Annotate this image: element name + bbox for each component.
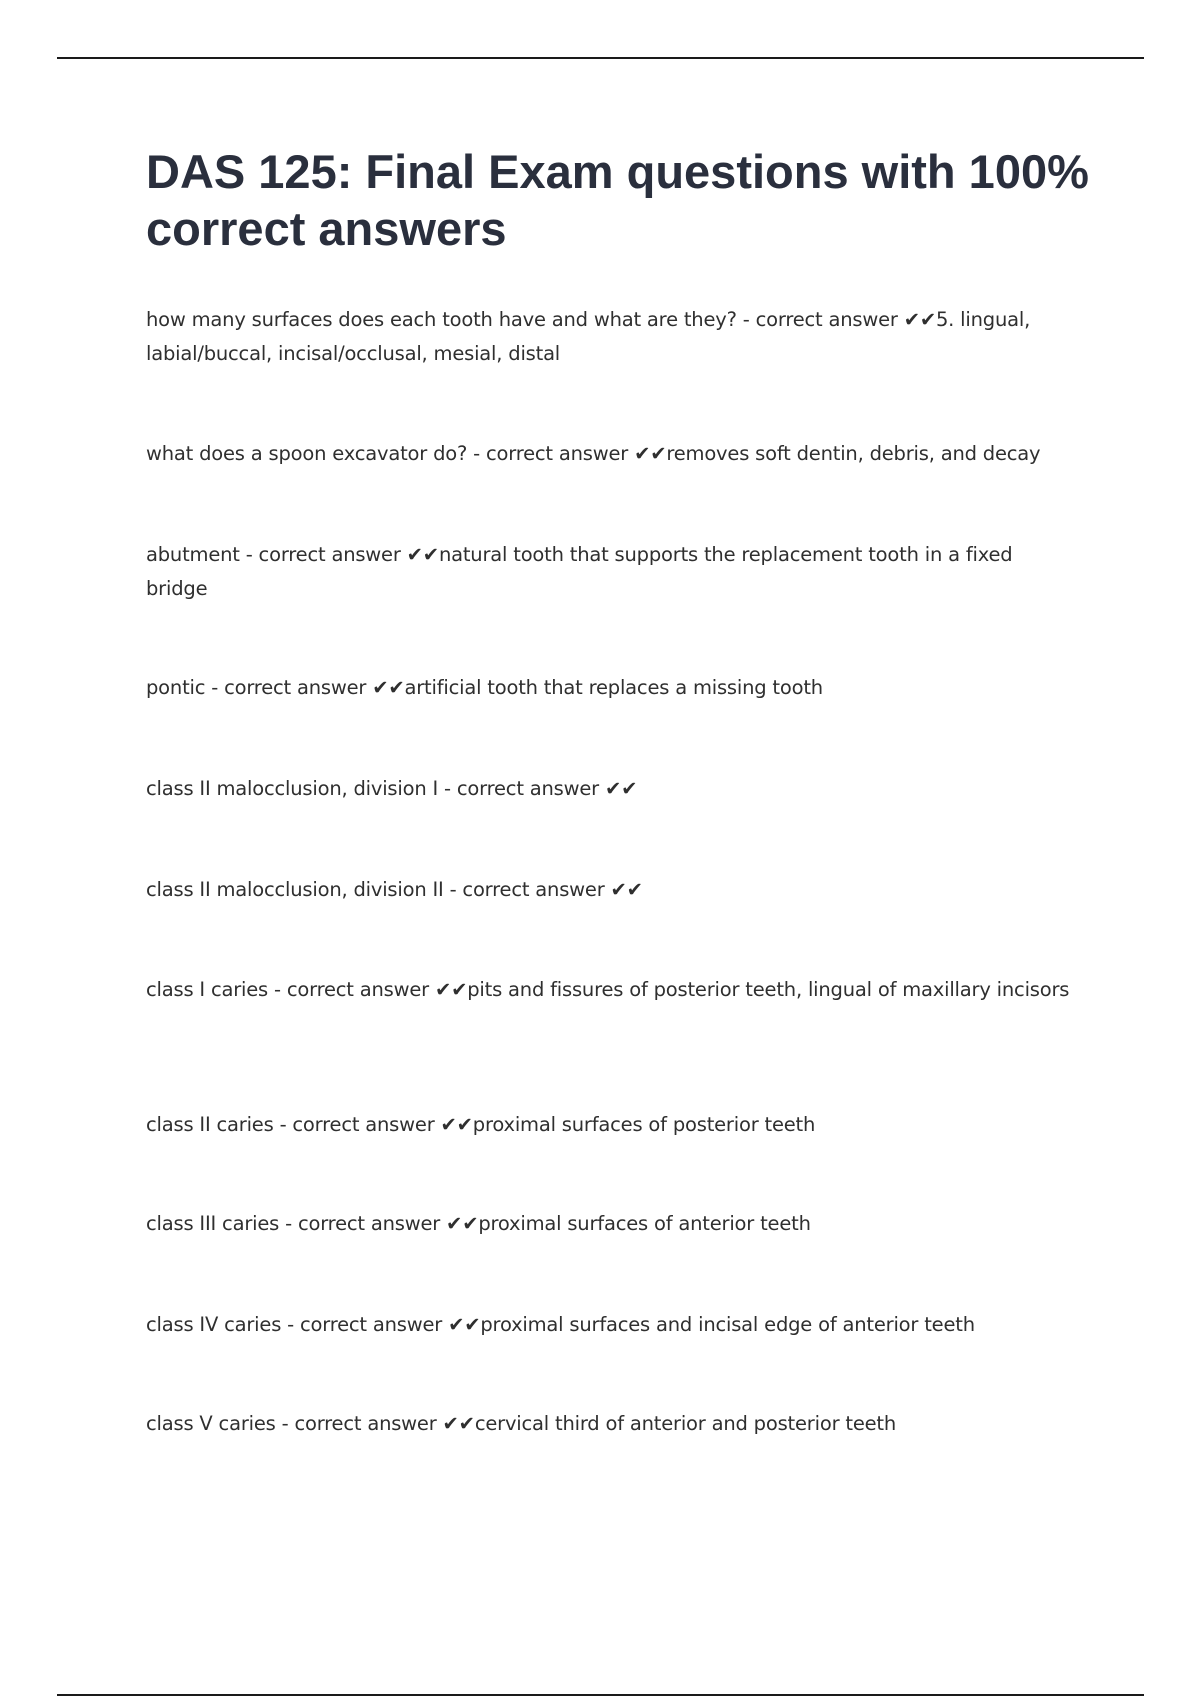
qa-item: pontic - correct answer ✔✔artificial tooth that replaces a missing tooth — [146, 676, 823, 699]
qa-item: class II caries - correct answer ✔✔proximal surfaces of posterior teeth — [146, 1113, 816, 1136]
qa-item: class III caries - correct answer ✔✔proximal surfaces of anterior teeth — [146, 1212, 811, 1235]
qa-item: abutment - correct answer ✔✔natural tooth that supports the replacement tooth in a fixed bridge — [146, 543, 1013, 600]
qa-item: class V caries - correct answer ✔✔cervical third of anterior and posterior teeth — [146, 1412, 897, 1435]
page-title: DAS 125: Final Exam questions with 100% correct answers — [146, 145, 1089, 255]
qa-item: class II malocclusion, division II - correct answer ✔✔ — [146, 878, 643, 901]
qa-item: class I caries - correct answer ✔✔pits and fissures of posterior teeth, lingual of maxillary incisors — [146, 978, 1070, 1001]
qa-item: class II malocclusion, division I - correct answer ✔✔ — [146, 777, 638, 800]
bottom-divider — [57, 1694, 1144, 1696]
qa-item: what does a spoon excavator do? - correct answer ✔✔removes soft dentin, debris, and decay — [146, 442, 1041, 465]
top-divider — [57, 57, 1144, 59]
qa-item: class IV caries - correct answer ✔✔proximal surfaces and incisal edge of anterior teeth — [146, 1313, 975, 1336]
qa-item: how many surfaces does each tooth have and what are they? - correct answer ✔✔5. lingual, labial/buccal, incisal/occlusal, mesial, distal — [146, 308, 1031, 365]
